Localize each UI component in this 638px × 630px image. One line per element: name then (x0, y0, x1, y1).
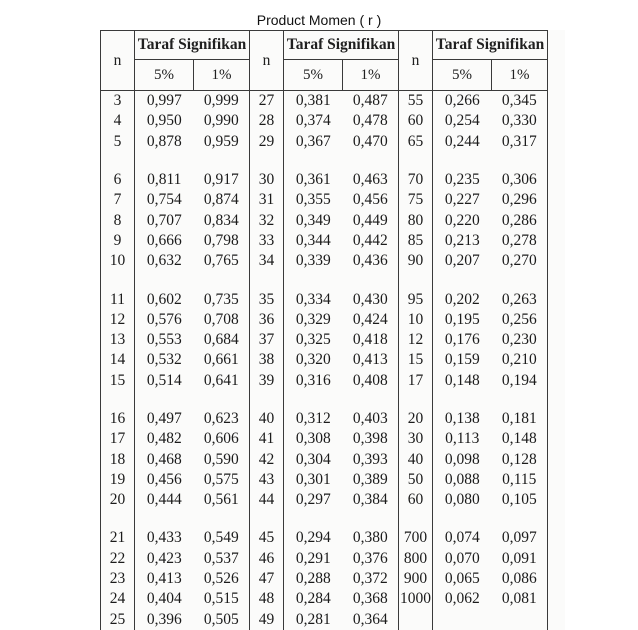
r-5pct-cell: 0,301 (295, 470, 331, 488)
n-cell: 24 (101, 589, 135, 609)
spacer-cell (101, 391, 135, 409)
r-5pct-cell: 0,291 (295, 549, 331, 567)
n-cell: 18 (101, 449, 135, 469)
table-row (101, 251, 548, 271)
n-cell: 34 (250, 251, 284, 271)
n-cell: 1000 (399, 589, 433, 609)
r-1pct-cell: 0,623 (194, 409, 250, 429)
table-row (101, 371, 548, 391)
r-5pct-cell: 0,482 (146, 430, 182, 448)
r-1pct-cell: 0,306 (492, 170, 548, 190)
r-1pct-cell: 0,798 (194, 231, 250, 251)
r-5pct-cell: 0,227 (444, 191, 480, 209)
n-cell: 700 (399, 528, 433, 548)
n-header: n (399, 31, 433, 91)
r-1pct-cell: 0,537 (194, 549, 250, 569)
level-5-header: 5% (433, 60, 492, 91)
table-row (101, 449, 548, 469)
spacer-cell (492, 271, 548, 289)
r-5pct-cell: 0,754 (146, 191, 182, 209)
r-5pct-cell: 0,878 (146, 132, 182, 150)
n-cell: 75 (399, 190, 433, 210)
n-cell: 22 (101, 549, 135, 569)
r-1pct-cell: 0,463 (343, 170, 399, 190)
group-spacer (101, 510, 548, 528)
n-cell: 60 (399, 111, 433, 131)
n-cell: 45 (250, 528, 284, 548)
n-cell: 900 (399, 569, 433, 589)
r-1pct-cell: 0,590 (194, 449, 250, 469)
r-5pct-cell: 0,381 (295, 92, 331, 110)
n-cell: 33 (250, 231, 284, 251)
group-spacer (101, 271, 548, 289)
r-5pct-cell: 0,316 (295, 371, 331, 389)
n-cell: 40 (399, 449, 433, 469)
n-cell: 70 (399, 170, 433, 190)
r-1pct-cell: 0,959 (194, 132, 250, 152)
r-1pct-cell: 0,384 (343, 490, 399, 510)
n-cell: 8 (101, 210, 135, 230)
r-5pct-cell: 0,070 (444, 549, 480, 567)
r-1pct-cell: 0,256 (492, 310, 548, 330)
spacer-cell (399, 510, 433, 528)
group-spacer (101, 152, 548, 170)
spacer-cell (101, 152, 135, 170)
table-row (101, 429, 548, 449)
r-5pct-cell: 0,514 (146, 371, 182, 389)
n-cell: 90 (399, 251, 433, 271)
n-cell: 800 (399, 549, 433, 569)
spacer-cell (343, 152, 399, 170)
r-1pct-cell: 0,487 (343, 91, 399, 112)
r-5pct-cell: 0,355 (295, 191, 331, 209)
r-1pct-cell: 0,575 (194, 470, 250, 490)
r-5pct-cell: 0,553 (146, 331, 182, 349)
n-cell: 3 (101, 91, 135, 112)
r-1pct-cell: 0,296 (492, 190, 548, 210)
r-5pct-cell: 0,281 (295, 610, 331, 628)
r-5pct-cell: 0,098 (444, 450, 480, 468)
n-cell: 43 (250, 470, 284, 490)
r-5pct-cell: 0,148 (444, 371, 480, 389)
r-1pct-cell: 0,549 (194, 528, 250, 548)
n-cell: 49 (250, 610, 284, 630)
r-1pct-cell: 0,278 (492, 231, 548, 251)
table-row (101, 470, 548, 490)
level-1-header: 1% (492, 60, 548, 91)
r-1pct-cell: 0,606 (194, 429, 250, 449)
r-5pct-cell: 0,254 (444, 112, 480, 130)
spacer-cell (250, 152, 284, 170)
n-cell: 50 (399, 470, 433, 490)
n-cell: 25 (101, 610, 135, 630)
n-cell: 95 (399, 289, 433, 309)
r-1pct-cell: 0,436 (343, 251, 399, 271)
r-5pct-cell: 0,297 (295, 491, 331, 509)
r-1pct-cell: 0,210 (492, 350, 548, 370)
r-5pct-cell: 0,065 (444, 570, 480, 588)
r-5pct-cell: 0,666 (146, 231, 182, 249)
n-cell: 46 (250, 549, 284, 569)
n-cell: 9 (101, 231, 135, 251)
n-cell: 44 (250, 490, 284, 510)
n-cell: 30 (399, 429, 433, 449)
n-cell: 65 (399, 132, 433, 152)
spacer-cell (135, 271, 194, 289)
r-5pct-cell: 0,396 (146, 610, 182, 628)
n-cell: 47 (250, 569, 284, 589)
table-row (101, 210, 548, 230)
spacer-cell (433, 391, 492, 409)
table-row (101, 330, 548, 350)
spacer-cell (194, 510, 250, 528)
r-5pct-cell: 0,266 (444, 92, 480, 110)
spacer-cell (433, 152, 492, 170)
spacer-cell (135, 510, 194, 528)
table-row (101, 289, 548, 309)
n-cell: 4 (101, 111, 135, 131)
r-1pct-cell: 0,684 (194, 330, 250, 350)
r-5pct-cell: 0,176 (444, 331, 480, 349)
n-cell: 23 (101, 569, 135, 589)
n-cell: 17 (101, 429, 135, 449)
r-1pct-cell: 0,091 (492, 549, 548, 569)
n-cell: 7 (101, 190, 135, 210)
r-5pct-cell: 0,444 (146, 491, 182, 509)
r-5pct-cell: 0,244 (444, 132, 480, 150)
n-cell: 16 (101, 409, 135, 429)
r-5pct-cell: 0,235 (444, 171, 480, 189)
r-1pct-cell: 0,449 (343, 210, 399, 230)
n-cell: 12 (101, 310, 135, 330)
n-cell: 20 (101, 490, 135, 510)
r-5pct-cell: 0,213 (444, 231, 480, 249)
n-cell: 48 (250, 589, 284, 609)
r-1pct-cell: 0,286 (492, 210, 548, 230)
n-cell: 5 (101, 132, 135, 152)
r-1pct-cell: 0,403 (343, 409, 399, 429)
r-1pct-cell: 0,372 (343, 569, 399, 589)
r-1pct-cell: 0,081 (492, 589, 548, 609)
r-5pct-cell: 0,312 (295, 410, 331, 427)
r-1pct-cell: 0,330 (492, 111, 548, 131)
spacer-cell (492, 391, 548, 409)
spacer-cell (399, 271, 433, 289)
n-cell: 60 (399, 490, 433, 510)
r-1pct-cell: 0,641 (194, 371, 250, 391)
r-1pct-cell: 0,413 (343, 350, 399, 370)
n-cell: 6 (101, 170, 135, 190)
level-5-header: 5% (284, 60, 343, 91)
n-cell: 85 (399, 231, 433, 251)
r-1pct-cell: 0,364 (343, 610, 399, 630)
n-cell: 30 (250, 170, 284, 190)
spacer-cell (135, 152, 194, 170)
r-5pct-cell: 0,207 (444, 252, 480, 270)
table-row (101, 111, 548, 131)
n-cell: 37 (250, 330, 284, 350)
r-5pct-cell: 0,308 (295, 430, 331, 448)
r-1pct-cell: 0,456 (343, 190, 399, 210)
n-cell: 12 (399, 330, 433, 350)
significance-header: Taraf Signifikan (284, 31, 399, 60)
n-cell: 15 (101, 371, 135, 391)
n-cell: 14 (101, 350, 135, 370)
r-1pct-cell: 0,105 (492, 490, 548, 510)
table-row (101, 231, 548, 251)
r-1pct-cell: 0,380 (343, 528, 399, 548)
table-sheet (100, 30, 565, 630)
r-1pct-cell: 0,661 (194, 350, 250, 370)
n-cell: 11 (101, 289, 135, 309)
r-5pct-cell: 0,497 (146, 410, 182, 427)
table-row (101, 91, 548, 112)
n-header: n (101, 31, 135, 91)
r-5pct-cell: 0,334 (295, 290, 331, 308)
r-5pct-cell: 0,294 (295, 529, 331, 547)
r-1pct-cell: 0,389 (343, 470, 399, 490)
r-5pct-cell: 0,288 (295, 570, 331, 588)
group-spacer (101, 391, 548, 409)
table-row (101, 589, 548, 609)
n-cell: 20 (399, 409, 433, 429)
n-cell (399, 610, 433, 630)
r-1pct-cell: 0,128 (492, 449, 548, 469)
n-cell: 36 (250, 310, 284, 330)
n-cell: 32 (250, 210, 284, 230)
spacer-cell (250, 271, 284, 289)
r-5pct-cell: 0,602 (146, 290, 182, 308)
r-5pct-cell: 0,074 (444, 529, 480, 547)
n-cell: 10 (399, 310, 433, 330)
n-cell: 40 (250, 409, 284, 429)
r-5pct-cell: 0,468 (146, 450, 182, 468)
r-1pct-cell: 0,115 (492, 470, 548, 490)
table-body (101, 91, 548, 630)
r-1pct-cell: 0,442 (343, 231, 399, 251)
n-cell: 80 (399, 210, 433, 230)
r-5pct-cell: 0,062 (444, 590, 480, 608)
n-cell: 15 (399, 350, 433, 370)
r-5pct-cell: 0,344 (295, 231, 331, 249)
n-cell: 19 (101, 470, 135, 490)
n-cell: 17 (399, 371, 433, 391)
r-1pct-cell: 0,478 (343, 111, 399, 131)
table-row (101, 190, 548, 210)
significance-header: Taraf Signifikan (433, 31, 548, 60)
r-1pct-cell: 0,270 (492, 251, 548, 271)
r-5pct-cell: 0,284 (295, 590, 331, 608)
n-cell: 42 (250, 449, 284, 469)
spacer-cell (492, 510, 548, 528)
spacer-cell (284, 510, 343, 528)
level-1-header: 1% (194, 60, 250, 91)
r-5pct-cell: 0,220 (444, 211, 480, 229)
r-5pct-cell: 0,433 (146, 529, 182, 547)
table-row (101, 350, 548, 370)
r-1pct-cell: 0,086 (492, 569, 548, 589)
spacer-cell (492, 152, 548, 170)
r-5pct-cell: 0,080 (444, 491, 480, 509)
table-row (101, 409, 548, 429)
spacer-cell (399, 152, 433, 170)
table-row (101, 549, 548, 569)
r-1pct-cell: 0,708 (194, 310, 250, 330)
r-1pct-cell: 0,097 (492, 528, 548, 548)
r-5pct-cell: 0,423 (146, 549, 182, 567)
r-1pct-cell: 0,398 (343, 429, 399, 449)
n-cell: 21 (101, 528, 135, 548)
r-1pct-cell: 0,148 (492, 429, 548, 449)
r-5pct-cell: 0,950 (146, 112, 182, 130)
table-row (101, 490, 548, 510)
spacer-cell (284, 271, 343, 289)
r-5pct-cell: 0,202 (444, 290, 480, 308)
spacer-cell (135, 391, 194, 409)
r-5pct-cell: 0,304 (295, 450, 331, 468)
spacer-cell (250, 391, 284, 409)
spacer-cell (284, 152, 343, 170)
spacer-cell (433, 510, 492, 528)
spacer-cell (194, 152, 250, 170)
table-row (101, 310, 548, 330)
n-cell: 10 (101, 251, 135, 271)
r-1pct-cell: 0,317 (492, 132, 548, 152)
r-5pct-cell: 0,195 (444, 310, 480, 328)
r-5pct-cell: 0,367 (295, 132, 331, 150)
product-moment-table (100, 30, 548, 630)
n-cell: 55 (399, 91, 433, 112)
r-1pct-cell: 0,181 (492, 409, 548, 429)
r-5pct-cell: 0,088 (444, 470, 480, 488)
r-5pct-cell (433, 610, 492, 630)
r-5pct-cell: 0,320 (295, 351, 331, 369)
r-1pct-cell: 0,230 (492, 330, 548, 350)
spacer-cell (343, 391, 399, 409)
r-5pct-cell: 0,339 (295, 252, 331, 270)
spacer-cell (101, 271, 135, 289)
r-1pct-cell: 0,765 (194, 251, 250, 271)
page-title: Product Momen ( r ) (256, 12, 382, 28)
r-5pct-cell: 0,404 (146, 590, 182, 608)
r-1pct-cell: 0,424 (343, 310, 399, 330)
r-1pct-cell (492, 610, 548, 630)
r-5pct-cell: 0,532 (146, 351, 182, 369)
r-5pct-cell: 0,329 (295, 310, 331, 328)
spacer-cell (433, 271, 492, 289)
spacer-cell (250, 510, 284, 528)
r-5pct-cell: 0,325 (295, 331, 331, 349)
r-1pct-cell: 0,515 (194, 589, 250, 609)
level-5-header: 5% (135, 60, 194, 91)
n-cell: 28 (250, 111, 284, 131)
n-cell: 13 (101, 330, 135, 350)
r-1pct-cell: 0,834 (194, 210, 250, 230)
table-row (101, 132, 548, 152)
r-5pct-cell: 0,361 (295, 171, 331, 189)
r-1pct-cell: 0,430 (343, 289, 399, 309)
r-1pct-cell: 0,526 (194, 569, 250, 589)
r-1pct-cell: 0,408 (343, 371, 399, 391)
r-5pct-cell: 0,811 (147, 171, 182, 189)
significance-header: Taraf Signifikan (135, 31, 250, 60)
table-row (101, 170, 548, 190)
r-1pct-cell: 0,874 (194, 190, 250, 210)
r-5pct-cell: 0,632 (146, 252, 182, 270)
spacer-cell (343, 510, 399, 528)
r-1pct-cell: 0,505 (194, 610, 250, 630)
r-1pct-cell: 0,470 (343, 132, 399, 152)
table-row (101, 528, 548, 548)
spacer-cell (194, 271, 250, 289)
table-row (101, 610, 548, 630)
level-1-header: 1% (343, 60, 399, 91)
n-cell: 31 (250, 190, 284, 210)
r-5pct-cell: 0,456 (146, 470, 182, 488)
n-cell: 35 (250, 289, 284, 309)
r-1pct-cell: 0,917 (194, 170, 250, 190)
n-header: n (250, 31, 284, 91)
spacer-cell (399, 391, 433, 409)
r-5pct-cell: 0,113 (445, 430, 480, 448)
spacer-cell (194, 391, 250, 409)
r-5pct-cell: 0,349 (295, 211, 331, 229)
spacer-cell (101, 510, 135, 528)
spacer-cell (343, 271, 399, 289)
r-1pct-cell: 0,393 (343, 449, 399, 469)
n-cell: 29 (250, 132, 284, 152)
table-row (101, 569, 548, 589)
r-5pct-cell: 0,707 (146, 211, 182, 229)
r-5pct-cell: 0,159 (444, 351, 480, 369)
r-5pct-cell: 0,374 (295, 112, 331, 130)
r-1pct-cell: 0,990 (194, 111, 250, 131)
spacer-cell (284, 391, 343, 409)
n-cell: 41 (250, 429, 284, 449)
r-1pct-cell: 0,368 (343, 589, 399, 609)
r-1pct-cell: 0,735 (194, 289, 250, 309)
r-1pct-cell: 0,376 (343, 549, 399, 569)
r-5pct-cell: 0,997 (146, 92, 182, 110)
r-1pct-cell: 0,194 (492, 371, 548, 391)
n-cell: 38 (250, 350, 284, 370)
r-5pct-cell: 0,413 (146, 570, 182, 588)
r-5pct-cell: 0,138 (444, 410, 480, 427)
n-cell: 27 (250, 91, 284, 112)
r-5pct-cell: 0,576 (146, 310, 182, 328)
n-cell: 39 (250, 371, 284, 391)
r-1pct-cell: 0,345 (492, 91, 548, 112)
r-1pct-cell: 0,418 (343, 330, 399, 350)
r-1pct-cell: 0,263 (492, 289, 548, 309)
r-1pct-cell: 0,999 (194, 91, 250, 112)
r-1pct-cell: 0,561 (194, 490, 250, 510)
